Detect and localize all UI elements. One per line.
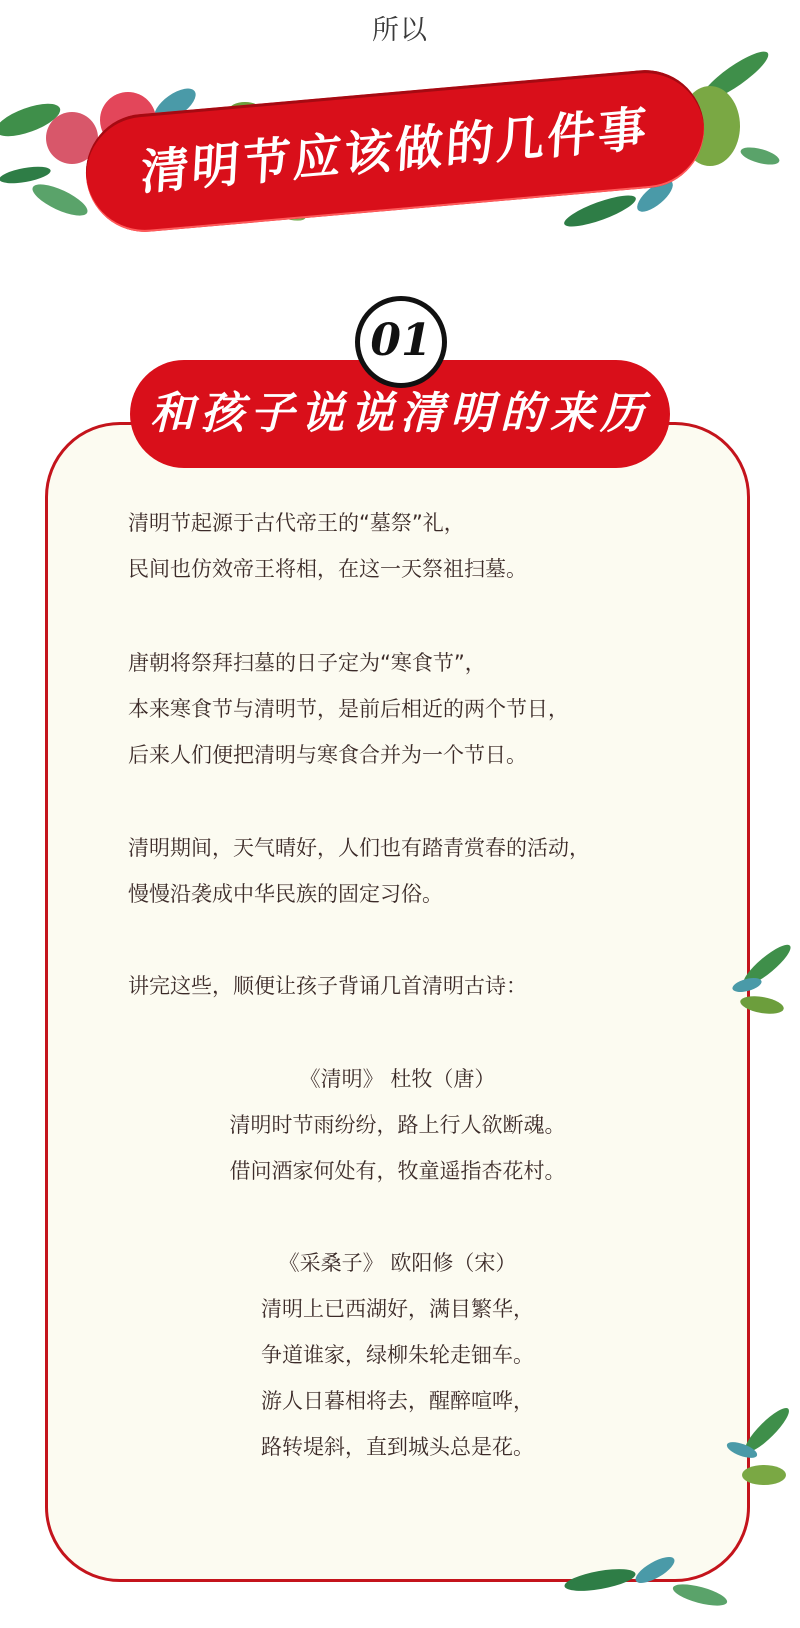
section-number-badge: 01 (355, 296, 447, 388)
paragraph-line: 后来人们便把清明与寒食合并为一个节日。 (128, 743, 527, 767)
paragraph-line: 唐朝将祭拜扫墓的日子定为“寒食节”， (128, 651, 486, 675)
poem-heading: 《清明》 杜牧（唐） (299, 1067, 496, 1091)
title-banner-text: 清明节应该做的几件事 (139, 100, 651, 202)
paragraph-line: 清明期间，天气晴好，人们也有踏青赏春的活动， (128, 836, 590, 860)
paragraph-origin (128, 500, 527, 592)
poem-line: 游人日暮相将去，醒醉喧哗， (261, 1389, 534, 1413)
paragraph-line: 民间也仿效帝王将相，在这一天祭祖扫墓。 (128, 557, 527, 581)
paragraph-line: 慢慢沿袭成中华民族的固定习俗。 (128, 882, 443, 906)
poem-qingming (45, 1056, 750, 1194)
paragraph-line: 本来寒食节与清明节，是前后相近的两个节日， (128, 697, 569, 721)
poem-line: 清明上已西湖好，满目繁华， (261, 1297, 534, 1321)
paragraph-customs (128, 825, 590, 917)
poem-line: 争道谁家，绿柳朱轮走钿车。 (261, 1343, 534, 1367)
leaf-decoration-right-middle (722, 935, 800, 1035)
poem-caisangzi (45, 1240, 750, 1470)
paragraph-line: 讲完这些，顺便让孩子背诵几首清明古诗： (128, 974, 527, 998)
paragraph-tang-dynasty (128, 640, 569, 778)
leaf-decoration-bottom (560, 1540, 740, 1628)
poem-heading: 《采桑子》 欧阳修（宋） (278, 1251, 517, 1275)
paragraph-poems-intro (128, 963, 527, 1009)
poem-line: 路转堤斜，直到城头总是花。 (261, 1435, 534, 1459)
leaf-decoration-right-bottom (722, 1400, 800, 1510)
section-title: 和孩子说说清明的来历 (130, 360, 670, 468)
intro-text: 所以 (372, 15, 428, 46)
paragraph-line: 清明节起源于古代帝王的“墓祭”礼， (128, 511, 465, 535)
poem-line: 借问酒家何处有，牧童遥指杏花村。 (229, 1159, 566, 1183)
title-banner (85, 92, 705, 210)
poem-line: 清明时节雨纷纷，路上行人欲断魂。 (229, 1113, 566, 1137)
